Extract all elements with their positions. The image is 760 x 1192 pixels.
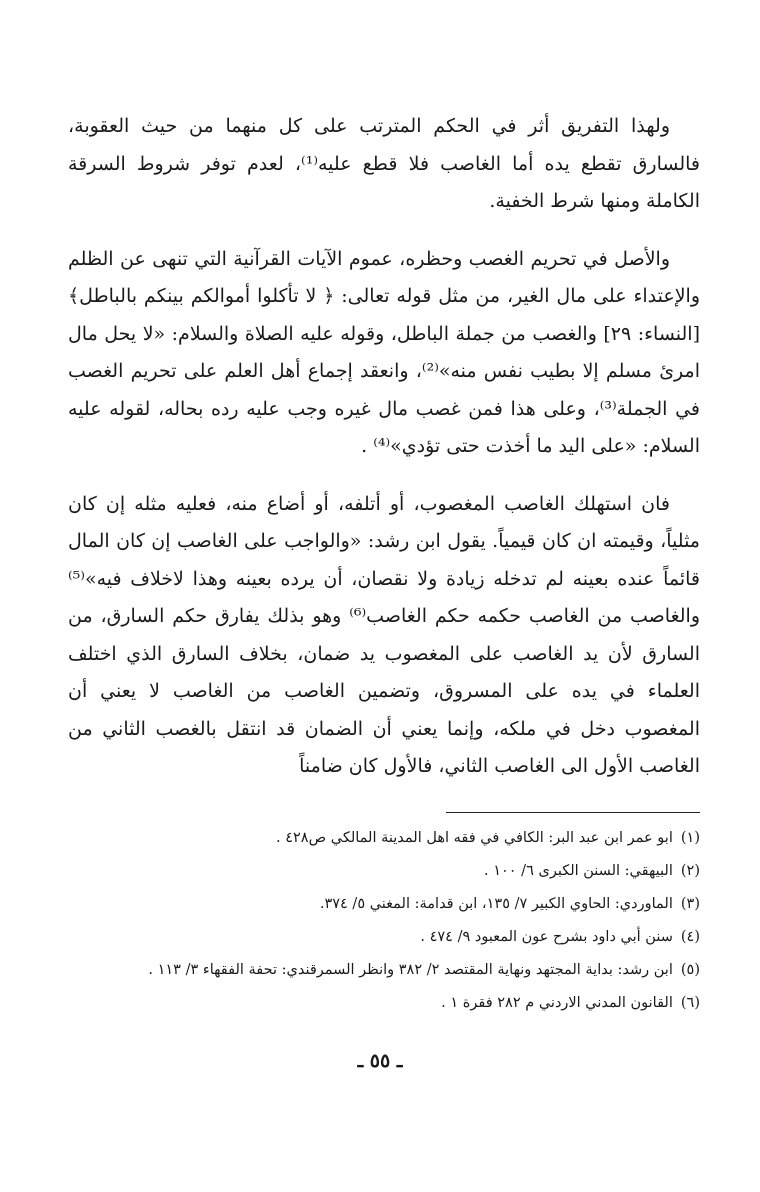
- footnote-item: [60, 855, 700, 888]
- main-text: [68, 108, 700, 806]
- footnote-item: [60, 954, 700, 987]
- footnote-item: [60, 987, 700, 1020]
- footnote-separator: [446, 812, 700, 813]
- footnote-item: [60, 822, 700, 855]
- footnote-number: (٦): [680, 995, 700, 1011]
- paragraph-liability-of-usurper: فان استهلك الغاصب المغصوب، أو أتلفه، أو أضاع منه، فعليه مثله إن كان مثلياً، وقيمته ان كان قيمياً. يقول ابن رشد: «والواجب على الغاصب إن كان المال قائماً عنده بعينه لم تدخله زيادة ولا نقصان، أن يرده بعينه وهذا لاخلاف فيه»⁽⁵⁾ والغاصب من الغاصب حكمه حكم الغاصب⁽⁶⁾ وهو بذلك يفارق حكم السارق، من السارق لأن يد الغاصب على المغصوب يد ضمان، بخلاف السارق الذي اختلف العلماء في يده على المسروق، وتضمين الغاصب من الغاصب لا يعني أن المغصوب دخل في ملكه، وإنما يعني أن الضمان قد انتقل بالغصب الثاني من الغاصب الأول الى الغاصب الثاني، فالأول كان ضامناً: [68, 492, 700, 777]
- footnote-text: سنن أبي داود بشرح عون المعبود ٩/ ٤٧٤ .: [420, 929, 673, 945]
- footnote-item: [60, 888, 700, 921]
- page-number: ـ ٥٥ ـ: [357, 1050, 403, 1072]
- footnote-text: ابو عمر ابن عبد البر: الكافي في فقه اهل المدينة المالكي ص٤٢٨ .: [276, 830, 673, 846]
- paragraph-prohibition-of-usurpation: والأصل في تحريم الغصب وحظره، عموم الآيات القرآنية التي تنهى عن الظلم والإعتداء على مال الغير، من مثل قوله تعالى: ﴿ لا تأكلوا أموالكم بينكم بالباطل﴾ [النساء: ٢٩] والغصب من جملة الباطل، وقوله عليه الصلاة والسلام: «لا يحل مال امرئ مسلم إلا بطيب نفس منه»⁽²⁾، وانعقد إجماع أهل العلم على تحريم الغصب في الجملة⁽³⁾، وعلى هذا فمن غصب مال غيره وجب عليه رده بحاله، لقوله عليه السلام: «على اليد ما أخذت حتى تؤدي»⁽⁴⁾ .: [68, 247, 701, 457]
- footnote-number: (٥): [680, 962, 700, 978]
- footnote-text: البيهقي: السنن الكبرى ٦/ ١٠٠ .: [483, 863, 673, 879]
- footnotes-list: [60, 822, 700, 1020]
- footnote-number: (٤): [680, 929, 700, 945]
- footnote-item: [60, 921, 700, 954]
- footnote-text: الماوردي: الحاوي الكبير ٧/ ١٣٥، ابن قدامة: المغني ٥/ ٣٧٤.: [319, 896, 673, 912]
- paragraph-theft-vs-usurpation: ولهذا التفريق أثر في الحكم المترتب على كل منهما من حيث العقوبة، فالسارق تقطع يده أما الغاصب فلا قطع عليه⁽¹⁾، لعدم توفر شروط السرقة الكاملة ومنها شرط الخفية.: [68, 115, 700, 212]
- footnote-number: (٣): [680, 896, 700, 912]
- footnote-text: ابن رشد: بداية المجتهد ونهاية المقتصد ٢/ ٣٨٢ وانظر السمرقندي: تحفة الفقهاء ٣/ ١١٣ .: [148, 962, 673, 978]
- footnote-text: القانون المدني الاردني م ٢٨٢ فقرة ١ .: [441, 995, 673, 1011]
- footnote-number: (٢): [680, 863, 700, 879]
- footnote-number: (١): [680, 830, 700, 846]
